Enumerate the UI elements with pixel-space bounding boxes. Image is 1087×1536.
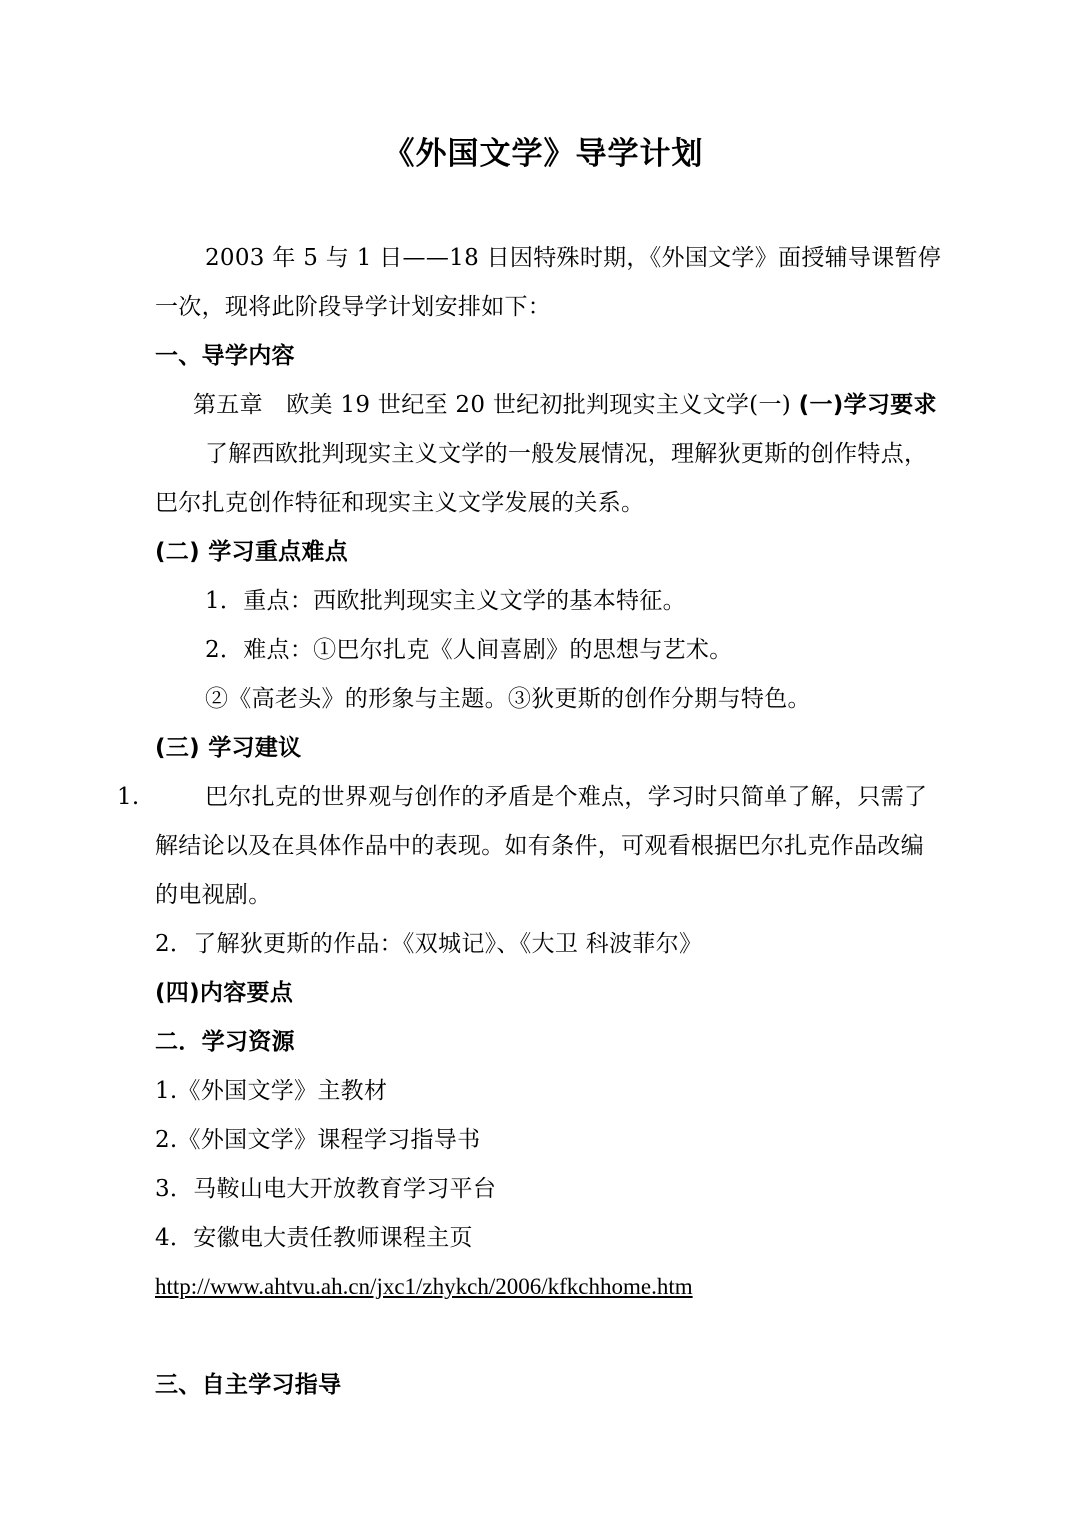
- suggestion-1-line-1: 巴尔扎克的世界观与创作的矛盾是个难点，学习时只简单了解，只需了: [205, 784, 928, 810]
- chapter-text: 第五章 欧美 19 世纪至 20 世纪初批判现实主义文学(一): [193, 392, 799, 418]
- intro-line-2: 一次，现将此阶段导学计划安排如下：: [155, 294, 552, 320]
- resource-item: 2.《外国文学》课程学习指导书: [155, 1127, 481, 1153]
- sub-heading-key-points: (二) 学习重点难点: [155, 539, 349, 565]
- section-3-heading: 三、自主学习指导: [155, 1372, 342, 1398]
- section-1-heading: 一、导学内容: [155, 343, 295, 369]
- document-title: 《外国文学》导学计划: [383, 136, 704, 172]
- difficult-point-line-2: ②《高老头》的形象与主题。③狄更斯的创作分期与特色。: [205, 686, 811, 712]
- sub-heading-suggestions: (三) 学习建议: [155, 735, 302, 761]
- resource-item: 3．马鞍山电大开放教育学习平台: [155, 1176, 497, 1202]
- requirement-line-2: 巴尔扎克创作特征和现实主义文学发展的关系。: [155, 490, 645, 516]
- suggestion-1-line-2: 解结论以及在具体作品中的表现。如有条件，可观看根据巴尔扎克作品改编: [155, 833, 924, 859]
- section-2-heading: 二．学习资源: [155, 1029, 295, 1055]
- sub-heading-requirements: (一)学习要求: [798, 392, 937, 418]
- course-homepage-link[interactable]: http://www.ahtvu.ah.cn/jxc1/zhykch/2006/kfkchhome.htm: [155, 1274, 693, 1299]
- requirement-line-1: 了解西欧批判现实主义文学的一般发展情况，理解狄更斯的创作特点，: [205, 441, 928, 467]
- sub-heading-content-points: (四)内容要点: [155, 980, 294, 1006]
- resource-item: 1.《外国文学》主教材: [155, 1078, 388, 1104]
- key-point: 1．重点：西欧批判现实主义文学的基本特征。: [205, 588, 686, 614]
- difficult-point-line-1: 2．难点：①巴尔扎克《人间喜剧》的思想与艺术。: [205, 637, 733, 663]
- resource-item: 4．安徽电大责任教师课程主页: [155, 1225, 473, 1251]
- suggestion-2: 2．了解狄更斯的作品：《双城记》、《大卫 科波菲尔》: [155, 931, 703, 957]
- intro-line-1: 2003 年 5 与 1 日——18 日因特殊时期，《外国文学》面授辅导课暂停: [205, 245, 942, 271]
- chapter-line: [193, 389, 937, 421]
- suggestion-1-line-3: 的电视剧。: [155, 882, 272, 908]
- suggestion-1-number: 1.: [117, 784, 140, 810]
